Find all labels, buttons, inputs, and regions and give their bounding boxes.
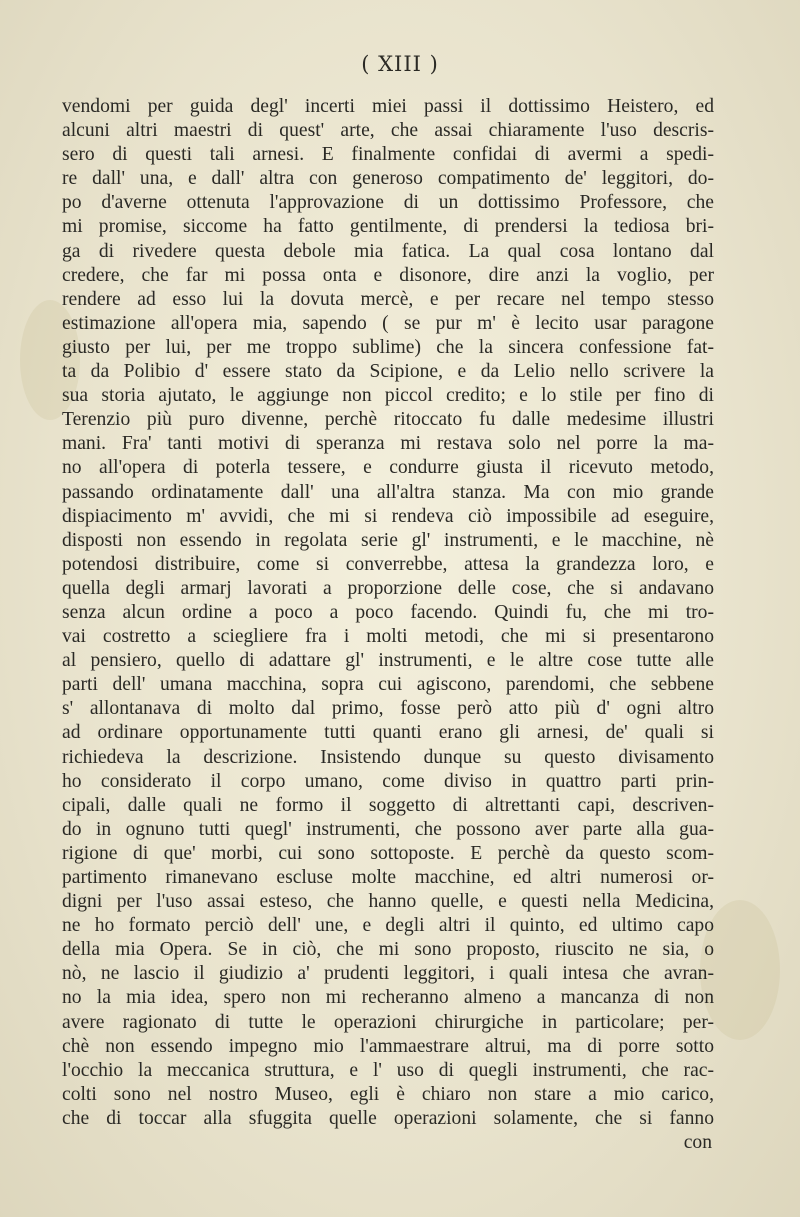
text-line: potendosi distribuire, come si converrebbe, attesa la grandezza loro, e (62, 553, 714, 575)
text-line: ga di rivedere questa debole mia fatica. La qual cosa lontano dal (62, 240, 714, 262)
text-line: estimazione all'opera mia, sapendo ( se pur m' è lecito usar paragone (62, 312, 714, 334)
text-line: do in ognuno tutti quegl' instrumenti, che possono aver parte alla gua- (62, 818, 714, 840)
text-line: credere, che far mi possa onta e disonore, dire anzi la voglio, per (62, 264, 714, 286)
text-line: che di toccar alla sfuggita quelle operazioni solamente, che si fanno (62, 1107, 714, 1129)
text-line: vendomi per guida degl' incerti miei passi il dottissimo Heistero, ed (62, 96, 714, 117)
text-line: mi promise, siccome ha fatto gentilmente, di prendersi la tediosa bri- (62, 216, 714, 238)
text-line: no all'opera di poterla tessere, e condurre giusta il ricevuto metodo, (62, 457, 714, 479)
text-line: digni per l'uso assai esteso, che hanno quelle, e questi nella Medicina, (62, 891, 714, 913)
text-line: vai costretto a sciegliere fra i molti metodi, che mi si presentarono (62, 626, 714, 648)
text-line: ho considerato il corpo umano, come diviso in quattro parti prin- (62, 770, 714, 792)
text-line: no la mia idea, spero non mi recheranno almeno a mancanza di non (62, 987, 714, 1009)
text-line: mani. Fra' tanti motivi di speranza mi restava solo nel porre la ma- (62, 433, 714, 455)
text-line: s' allontanava di molto dal primo, fosse però atto più d' ogni altro (62, 698, 714, 720)
text-line: parti dell' umana macchina, sopra cui agiscono, parendomi, che sebbene (62, 674, 714, 696)
text-line: Terenzio più puro divenne, perchè ritoccato fu dalle medesime illustri (62, 409, 714, 431)
text-line: re dall' una, e dall' altra con generoso compatimento de' leggitori, do- (62, 168, 714, 190)
text-line: colti sono nel nostro Museo, egli è chiaro non stare a mio carico, (62, 1083, 714, 1105)
text-line: della mia Opera. Se in ciò, che mi sono proposto, riuscito ne sia, o (62, 939, 714, 961)
text-line: richiedeva la descrizione. Insistendo dunque su questo divisamento (62, 746, 714, 768)
text-line: po d'averne ottenuta l'approvazione di un dottissimo Professore, che (62, 192, 714, 214)
text-line: avere ragionato di tutte le operazioni chirurgiche in particolare; per- (62, 1011, 714, 1033)
text-line: chè non essendo impegno mio l'ammaestrare altrui, ma di porre sotto (62, 1035, 714, 1057)
text-line: senza alcun ordine a poco a poco facendo. Quindi fu, che mi tro- (62, 601, 714, 623)
text-line: nò, ne lascio il giudizio a' prudenti leggitori, i quali intesa che avran- (62, 963, 714, 985)
text-line: rendere ad esso lui la dovuta mercè, e per recare nel tempo stesso (62, 288, 714, 310)
text-line: giusto per lui, per me troppo sublime) che la sincera confessione fat- (62, 336, 714, 358)
catchword: con (683, 1132, 712, 1154)
text-line: sua storia ajutato, le aggiunge non piccol credito; e lo stile per fino di (62, 385, 714, 407)
page-body-text (62, 95, 714, 1155)
text-line: l'occhio la meccanica struttura, e l' uso di quegli instrumenti, che rac- (62, 1059, 714, 1081)
page-number-header: ( XIII ) (361, 52, 439, 76)
text-line: dispiacimento m' avvidi, che mi si rendeva ciò impossibile ad eseguire, (62, 505, 714, 527)
text-line: ne ho formato perciò dell' une, e degli altri il quinto, ed ultimo capo (62, 915, 714, 937)
text-line: quella degli armarj lavorati a proporzione delle cose, che si andavano (62, 577, 714, 599)
text-line: al pensiero, quello di adattare gl' instrumenti, e le altre cose tutte alle (62, 650, 714, 672)
text-line: ta da Polibio d' essere stato da Scipione, e da Lelio nello scrivere la (62, 361, 714, 383)
text-line: disposti non essendo in regolata serie gl' instrumenti, e le macchine, nè (62, 529, 714, 551)
text-line: passando ordinatamente dall' una all'altra stanza. Ma con mio grande (62, 481, 714, 503)
text-line: sero di questi tali arnesi. E finalmente confidai di avermi a spedi- (62, 144, 714, 166)
text-line: ad ordinare opportunamente tutti quanti erano gli arnesi, de' quali si (62, 722, 714, 744)
text-line: rigione di que' morbi, cui sono sottoposte. E perchè da questo scom- (62, 842, 714, 864)
text-line: alcuni altri maestri di quest' arte, che assai chiaramente l'uso descris- (62, 120, 714, 142)
text-line: cipali, dalle quali ne formo il soggetto di altrettanti capi, descriven- (62, 794, 714, 816)
text-line: partimento rimanevano escluse molte macchine, ed altri numerosi or- (62, 867, 714, 888)
